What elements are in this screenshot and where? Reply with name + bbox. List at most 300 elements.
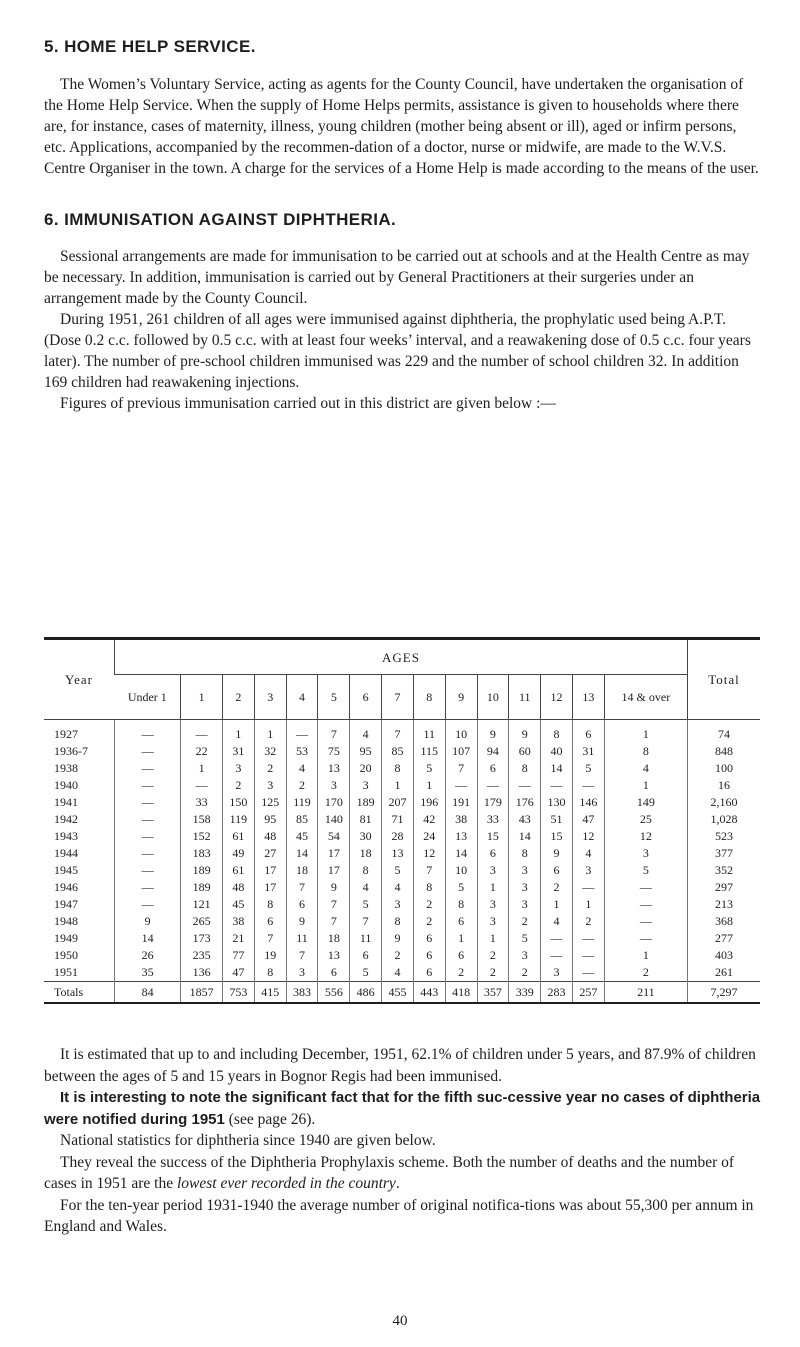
age-column-header: 9 — [445, 675, 477, 720]
table-cell: 12 — [604, 828, 687, 845]
table-cell: 4 — [350, 720, 382, 744]
table-cell: — — [604, 930, 687, 947]
row-total-cell: 261 — [688, 964, 761, 982]
total-header: Total — [688, 639, 761, 720]
section-6-paragraph-1: Sessional arrangements are made for immunisation to be carried out at schools and at the Health Centre as may be necessary. In addition, immunisation is carried out by General Practitioners at their surgeries under an arrangement made by the County Council. — [44, 248, 750, 307]
year-cell: 1938 — [54, 761, 78, 775]
table-cell: 189 — [181, 862, 223, 879]
table-cell: 6 — [413, 930, 445, 947]
section-6-title: 6. IMMUNISATION AGAINST DIPHTHERIA. — [44, 210, 397, 229]
section-6-paragraph-3: Figures of previous immunisation carried out in this district are given below :— — [60, 395, 556, 412]
row-total-cell: 74 — [688, 720, 761, 744]
year-cell: 1944 — [54, 846, 78, 860]
table-cell: 19 — [254, 947, 286, 964]
table-cell: 2 — [477, 947, 509, 964]
year-cell: 1947 — [54, 897, 78, 911]
table-cell: 179 — [477, 794, 509, 811]
totals-cell: 443 — [413, 982, 445, 1004]
table-cell: 4 — [541, 913, 573, 930]
table-cell: — — [115, 760, 181, 777]
table-cell: 5 — [382, 862, 414, 879]
table-cell: 85 — [382, 743, 414, 760]
ten-year-paragraph: For the ten-year period 1931-1940 the average number of original notifica-tions was about 55,300 per annum in England and Wales. — [44, 1196, 754, 1235]
estimate-paragraph: It is estimated that up to and including December, 1951, 62.1% of children under 5 years, and 87.9% of children between the ages of 5 and 15 years in Bognor Regis had been immunised. — [44, 1046, 756, 1085]
row-total-cell: 403 — [688, 947, 761, 964]
table-body — [44, 720, 760, 982]
significant-fact-paragraph — [44, 1087, 762, 1130]
table-cell: — — [572, 777, 604, 794]
table-cell: 6 — [477, 760, 509, 777]
table-cell: 3 — [509, 879, 541, 896]
table-cell: 125 — [254, 794, 286, 811]
table-cell: — — [115, 811, 181, 828]
table-cell: 43 — [509, 811, 541, 828]
table-cell: 1 — [445, 930, 477, 947]
table-cell: 18 — [286, 862, 318, 879]
table-cell: 26 — [115, 947, 181, 964]
table-cell: 2 — [509, 964, 541, 982]
row-total-cell: 2,160 — [688, 794, 761, 811]
table-cell: 77 — [223, 947, 255, 964]
row-total-cell: 377 — [688, 845, 761, 862]
table-cell: 31 — [572, 743, 604, 760]
table-cell: 8 — [382, 913, 414, 930]
table-cell: 48 — [223, 879, 255, 896]
table-cell: 136 — [181, 964, 223, 982]
after-table-text — [44, 1044, 762, 1238]
table-row — [44, 930, 760, 947]
table-cell: 2 — [541, 879, 573, 896]
table-cell: — — [572, 964, 604, 982]
table-cell: 22 — [181, 743, 223, 760]
grand-total-cell: 7,297 — [688, 982, 761, 1004]
table-cell: 13 — [382, 845, 414, 862]
table-cell: 6 — [445, 913, 477, 930]
table-cell: 2 — [445, 964, 477, 982]
table-cell: — — [181, 720, 223, 744]
table-cell: 265 — [181, 913, 223, 930]
table-cell: 6 — [318, 964, 350, 982]
table-cell: — — [115, 828, 181, 845]
row-total-cell: 277 — [688, 930, 761, 947]
table-cell: 13 — [445, 828, 477, 845]
page-number: 40 — [392, 1313, 408, 1329]
see-page-ref: (see page 26). — [224, 1110, 316, 1128]
table-cell: 235 — [181, 947, 223, 964]
table-cell: 2 — [604, 964, 687, 982]
year-cell: 1946 — [54, 880, 78, 894]
ages-header: AGES — [115, 639, 688, 675]
table-cell: 5 — [350, 964, 382, 982]
row-total-cell: 100 — [688, 760, 761, 777]
table-cell: 8 — [541, 720, 573, 744]
table-cell: 3 — [509, 896, 541, 913]
table-cell: 7 — [413, 862, 445, 879]
table-cell: 4 — [604, 760, 687, 777]
table-cell: 1 — [477, 930, 509, 947]
table-row — [44, 760, 760, 777]
table-cell: 12 — [413, 845, 445, 862]
table-cell: — — [541, 777, 573, 794]
row-total-cell: 368 — [688, 913, 761, 930]
table-cell: 27 — [254, 845, 286, 862]
table-cell: 17 — [254, 879, 286, 896]
row-total-cell: 297 — [688, 879, 761, 896]
age-column-header: 8 — [413, 675, 445, 720]
table-cell: 1 — [604, 947, 687, 964]
table-cell: 4 — [350, 879, 382, 896]
table-cell: 3 — [541, 964, 573, 982]
table-cell: 33 — [181, 794, 223, 811]
age-column-header: 2 — [223, 675, 255, 720]
table-cell: 7 — [286, 879, 318, 896]
lowest-ever-emphasis: lowest ever recorded in the country — [177, 1175, 396, 1192]
table-cell: 152 — [181, 828, 223, 845]
table-cell: 5 — [604, 862, 687, 879]
row-total-cell: 848 — [688, 743, 761, 760]
table-cell: 7 — [350, 913, 382, 930]
table-cell: 183 — [181, 845, 223, 862]
table-cell: 146 — [572, 794, 604, 811]
table-cell: 196 — [413, 794, 445, 811]
table-cell: 189 — [350, 794, 382, 811]
table-cell: 1 — [541, 896, 573, 913]
table-cell: 4 — [286, 760, 318, 777]
totals-cell: 1857 — [181, 982, 223, 1004]
table-cell: — — [572, 879, 604, 896]
year-cell: 1941 — [54, 795, 78, 809]
table-cell: 49 — [223, 845, 255, 862]
table-cell: 7 — [318, 913, 350, 930]
totals-cell: 556 — [318, 982, 350, 1004]
table-cell: 158 — [181, 811, 223, 828]
table-cell: 10 — [445, 720, 477, 744]
table-cell: 2 — [254, 760, 286, 777]
significant-fact-bold: It is interesting to note the significant fact that for the fifth suc-cessive year no cases of diphtheria were notified during 1951 — [44, 1089, 761, 1128]
table-cell: — — [509, 777, 541, 794]
table-cell: 1 — [413, 777, 445, 794]
table-cell: 35 — [115, 964, 181, 982]
table-cell: 9 — [382, 930, 414, 947]
table-cell: 4 — [382, 879, 414, 896]
table-cell: 115 — [413, 743, 445, 760]
table-cell: 1 — [604, 720, 687, 744]
totals-cell: 455 — [382, 982, 414, 1004]
row-total-cell: 523 — [688, 828, 761, 845]
table-cell: 130 — [541, 794, 573, 811]
table-cell: 3 — [604, 845, 687, 862]
year-cell: 1950 — [54, 948, 78, 962]
table-cell: 5 — [445, 879, 477, 896]
table-cell: 7 — [318, 720, 350, 744]
table-row — [44, 896, 760, 913]
table-row — [44, 947, 760, 964]
totals-cell: 383 — [286, 982, 318, 1004]
table-cell: 8 — [382, 760, 414, 777]
table-cell: 6 — [254, 913, 286, 930]
totals-cell: 357 — [477, 982, 509, 1004]
table-cell: 13 — [318, 760, 350, 777]
table-cell: 7 — [318, 896, 350, 913]
table-cell: — — [604, 879, 687, 896]
table-cell: 170 — [318, 794, 350, 811]
table-cell: — — [115, 896, 181, 913]
table-cell: 10 — [445, 862, 477, 879]
table-cell: 5 — [572, 760, 604, 777]
table-cell: 150 — [223, 794, 255, 811]
table-cell: 3 — [572, 862, 604, 879]
table-cell: 5 — [413, 760, 445, 777]
table-cell: 7 — [254, 930, 286, 947]
age-column-header: 14 & over — [604, 675, 687, 720]
table-cell: — — [115, 862, 181, 879]
table-row — [44, 964, 760, 982]
table-cell: 207 — [382, 794, 414, 811]
table-cell: 3 — [223, 760, 255, 777]
table-cell: — — [604, 896, 687, 913]
table-cell: 18 — [318, 930, 350, 947]
year-header: Year — [44, 639, 115, 720]
totals-cell: 257 — [572, 982, 604, 1004]
totals-cell: 486 — [350, 982, 382, 1004]
table-cell: 14 — [541, 760, 573, 777]
table-cell: 1 — [604, 777, 687, 794]
table-cell: — — [541, 930, 573, 947]
page-content — [44, 36, 762, 414]
table-cell: 119 — [286, 794, 318, 811]
table-cell: 1 — [572, 896, 604, 913]
totals-cell: 339 — [509, 982, 541, 1004]
section-5-paragraph: The Women’s Voluntary Service, acting as agents for the County Council, have undertaken the organisation of the Home Help Service. When the supply of Home Helps permits, assistance is given to households where there are, for instance, cases of maternity, illness, young children (mother being absent or ill), aged or infirm persons, etc. Applications, accompanied by the recommen-dation of a doctor, nurse or midwife, are made to the W.V.S. Centre Organiser in the town. A charge for the services of a Home Help is made according to the means of the user. — [44, 76, 759, 177]
table-cell: 2 — [413, 913, 445, 930]
table-cell: 31 — [223, 743, 255, 760]
table-cell: 140 — [318, 811, 350, 828]
table-cell: 45 — [223, 896, 255, 913]
age-column-header: Under 1 — [115, 675, 181, 720]
table-cell: 6 — [413, 964, 445, 982]
year-cell: 1945 — [54, 863, 78, 877]
table-cell: 32 — [254, 743, 286, 760]
table-cell: 14 — [115, 930, 181, 947]
table-cell: 11 — [413, 720, 445, 744]
table-cell: 8 — [254, 896, 286, 913]
table-cell: 45 — [286, 828, 318, 845]
table-cell: 94 — [477, 743, 509, 760]
table-cell: 12 — [572, 828, 604, 845]
table-cell: — — [572, 947, 604, 964]
table-cell: 3 — [318, 777, 350, 794]
table-cell: 17 — [254, 862, 286, 879]
totals-label: Totals — [44, 982, 115, 1004]
age-column-header: 4 — [286, 675, 318, 720]
table-cell: 9 — [286, 913, 318, 930]
year-cell: 1940 — [54, 778, 78, 792]
table-row — [44, 913, 760, 930]
table-cell: 71 — [382, 811, 414, 828]
table-cell: 9 — [115, 913, 181, 930]
table-row — [44, 862, 760, 879]
table-cell: 47 — [572, 811, 604, 828]
year-cell: 1942 — [54, 812, 78, 826]
year-cell: 1951 — [54, 965, 78, 979]
table-cell: 4 — [382, 964, 414, 982]
table-cell: 25 — [604, 811, 687, 828]
table-cell: 149 — [604, 794, 687, 811]
table-cell: — — [286, 720, 318, 744]
row-total-cell: 16 — [688, 777, 761, 794]
success-text: They reveal the success of the Diphtheria Prophylaxis scheme. Both the number of deaths and the number of cases in 1951 are the — [44, 1153, 735, 1192]
table-cell: 1 — [254, 720, 286, 744]
table-cell: 3 — [477, 862, 509, 879]
table-cell: 9 — [318, 879, 350, 896]
row-total-cell: 213 — [688, 896, 761, 913]
table-cell: — — [181, 777, 223, 794]
table-cell: 75 — [318, 743, 350, 760]
table-cell: 3 — [477, 896, 509, 913]
table-cell: 95 — [254, 811, 286, 828]
table-cell: — — [477, 777, 509, 794]
age-column-header: 12 — [541, 675, 573, 720]
table-cell: 28 — [382, 828, 414, 845]
age-column-header: 7 — [382, 675, 414, 720]
table-cell: 8 — [604, 743, 687, 760]
totals-cell: 84 — [115, 982, 181, 1004]
table-cell: 2 — [286, 777, 318, 794]
national-stats-paragraph: National statistics for diphtheria since 1940 are given below. — [60, 1132, 436, 1149]
table-cell: 20 — [350, 760, 382, 777]
table-cell: 61 — [223, 828, 255, 845]
table-cell: 13 — [318, 947, 350, 964]
table-cell: 3 — [382, 896, 414, 913]
table-cell: — — [115, 777, 181, 794]
age-column-header: 10 — [477, 675, 509, 720]
table-row — [44, 828, 760, 845]
table-cell: — — [541, 947, 573, 964]
table-cell: 48 — [254, 828, 286, 845]
age-column-header: 1 — [181, 675, 223, 720]
table-cell: 3 — [509, 862, 541, 879]
table-cell: 40 — [541, 743, 573, 760]
table-row — [44, 720, 760, 744]
table-cell: 8 — [509, 845, 541, 862]
table-cell: 42 — [413, 811, 445, 828]
totals-row — [44, 982, 760, 1004]
table-cell: 2 — [477, 964, 509, 982]
table-cell: — — [115, 845, 181, 862]
table-row — [44, 811, 760, 828]
age-column-header: 13 — [572, 675, 604, 720]
age-column-header: 3 — [254, 675, 286, 720]
table-cell: 24 — [413, 828, 445, 845]
totals-cell: 211 — [604, 982, 687, 1004]
year-cell: 1949 — [54, 931, 78, 945]
table-cell: 60 — [509, 743, 541, 760]
table-cell: 189 — [181, 879, 223, 896]
table-cell: — — [115, 794, 181, 811]
table-cell: 53 — [286, 743, 318, 760]
table-cell: 176 — [509, 794, 541, 811]
table-cell: 3 — [350, 777, 382, 794]
table-cell: 1 — [223, 720, 255, 744]
table-cell: 17 — [318, 862, 350, 879]
table-cell: 47 — [223, 964, 255, 982]
table-cell: 15 — [477, 828, 509, 845]
table-cell: 17 — [318, 845, 350, 862]
table-cell: 6 — [286, 896, 318, 913]
row-total-cell: 352 — [688, 862, 761, 879]
year-cell: 1927 — [54, 727, 78, 741]
table-cell: 6 — [541, 862, 573, 879]
table-cell: 3 — [509, 947, 541, 964]
totals-cell: 753 — [223, 982, 255, 1004]
table-cell: 5 — [509, 930, 541, 947]
table-cell: 81 — [350, 811, 382, 828]
table-cell: 51 — [541, 811, 573, 828]
table-cell: 121 — [181, 896, 223, 913]
table-cell: 6 — [445, 947, 477, 964]
age-column-header: 5 — [318, 675, 350, 720]
table-cell: — — [115, 720, 181, 744]
table-cell: — — [115, 743, 181, 760]
table-cell: 6 — [350, 947, 382, 964]
table-cell: 5 — [350, 896, 382, 913]
immunisation-table — [44, 637, 760, 1004]
table-cell: 8 — [350, 862, 382, 879]
table-cell: 8 — [509, 760, 541, 777]
table-cell: 38 — [223, 913, 255, 930]
table-cell: 7 — [382, 720, 414, 744]
table-cell: 191 — [445, 794, 477, 811]
table-cell: 8 — [413, 879, 445, 896]
table-cell: 1 — [181, 760, 223, 777]
table-cell: 7 — [286, 947, 318, 964]
totals-cell: 415 — [254, 982, 286, 1004]
table-cell: — — [445, 777, 477, 794]
table-row — [44, 777, 760, 794]
year-cell: 1936-7 — [54, 744, 88, 758]
success-paragraph — [44, 1152, 762, 1195]
table-cell: 6 — [477, 845, 509, 862]
table-row — [44, 879, 760, 896]
table-cell: 9 — [477, 720, 509, 744]
success-end: . — [395, 1175, 400, 1192]
table-row — [44, 845, 760, 862]
section-6-paragraph-2: During 1951, 261 children of all ages were immunised against diphtheria, the prophylatic used being A.P.T. (Dose 0.2 c.c. followed by 0.5 c.c. with at least four weeks’ interval, and a reawakening dose of 0.5 c.c. four years later). The number of pre-school children immunised was 229 and the number of school children 32. In addition 169 children had reawakening injections. — [44, 311, 751, 391]
table-cell: 6 — [572, 720, 604, 744]
section-immunisation — [44, 209, 762, 414]
table-cell: 2 — [572, 913, 604, 930]
table-cell: 21 — [223, 930, 255, 947]
table-cell: 2 — [382, 947, 414, 964]
table-cell: 1 — [477, 879, 509, 896]
row-total-cell: 1,028 — [688, 811, 761, 828]
table-cell: 2 — [223, 777, 255, 794]
totals-cell: 418 — [445, 982, 477, 1004]
table-cell: 119 — [223, 811, 255, 828]
table-cell: 2 — [413, 896, 445, 913]
table-cell: 9 — [541, 845, 573, 862]
table-cell: 14 — [286, 845, 318, 862]
table-cell: 54 — [318, 828, 350, 845]
year-cell: 1943 — [54, 829, 78, 843]
age-column-header: 11 — [509, 675, 541, 720]
table-cell: 33 — [477, 811, 509, 828]
age-column-header: 6 — [350, 675, 382, 720]
table-cell: 3 — [477, 913, 509, 930]
totals-cell: 283 — [541, 982, 573, 1004]
table-cell: 11 — [286, 930, 318, 947]
table-cell: 6 — [413, 947, 445, 964]
